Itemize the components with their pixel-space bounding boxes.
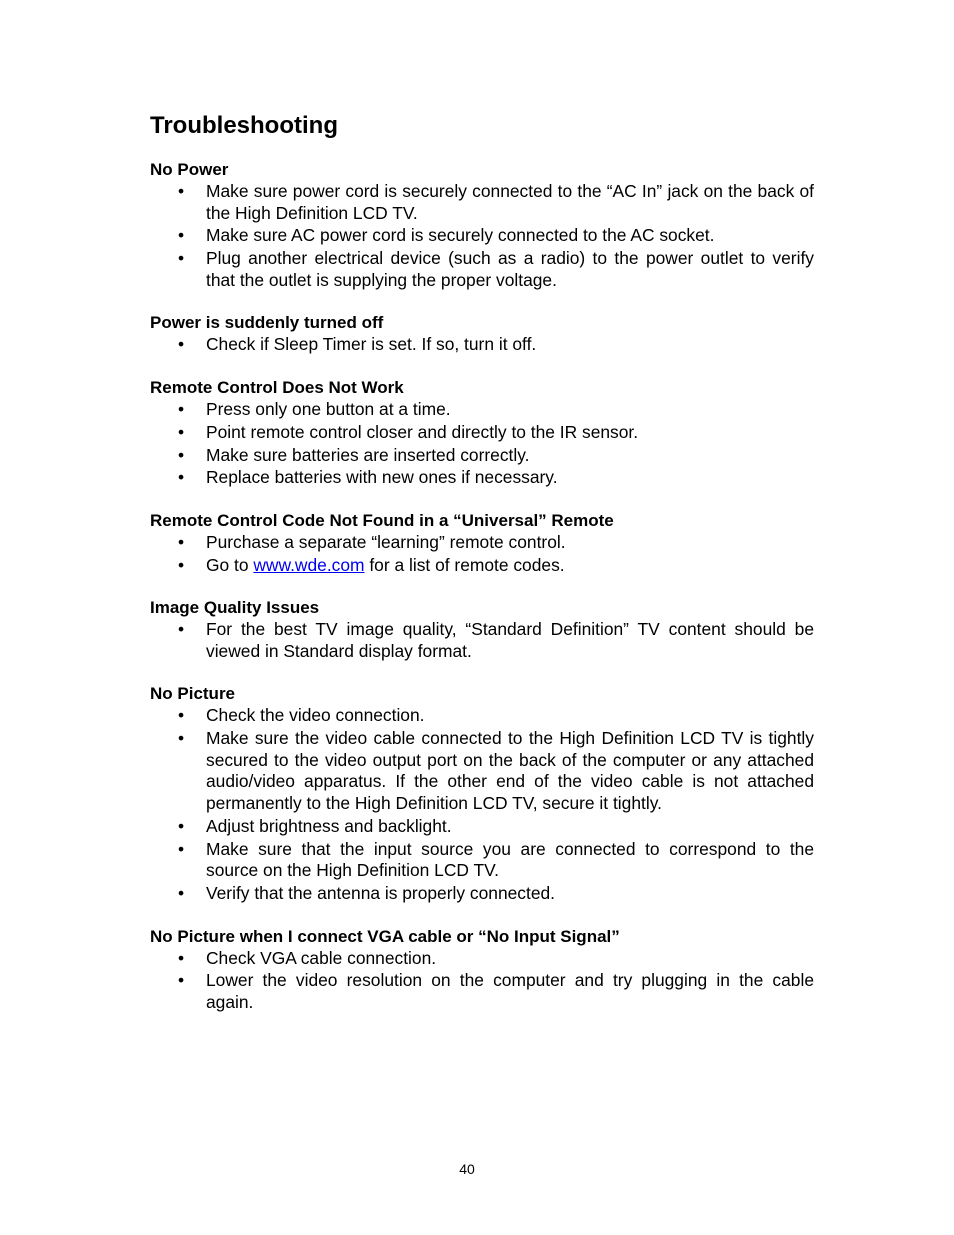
bullet-icon: • — [178, 554, 185, 575]
list-item — [150, 728, 814, 814]
list-item-text: Verify that the antenna is properly connected. — [206, 882, 556, 903]
wde-website-link[interactable]: www.wde.com — [253, 554, 365, 575]
list-item-text-before: Go to — [206, 554, 254, 575]
bullet-icon: • — [178, 947, 185, 968]
section-power-turned-off — [150, 311, 814, 356]
bullet-icon: • — [178, 421, 185, 442]
page-number: 40 — [459, 1161, 475, 1177]
list-item-text: Point remote control closer and directly to the IR sensor. — [206, 421, 639, 442]
list-item-text: Make sure power cord is securely connected to the “AC In” jack on the back of the High Definition LCD TV. — [206, 181, 814, 223]
bullet-icon: • — [178, 728, 185, 749]
list-item — [150, 399, 814, 421]
list-item — [150, 839, 814, 882]
list-item — [150, 619, 814, 662]
list-item — [150, 883, 814, 905]
bullet-icon: • — [178, 444, 185, 465]
list-item-text: Make sure AC power cord is securely connected to the AC socket. — [206, 225, 715, 246]
list-item — [150, 181, 814, 224]
list-item-text: For the best TV image quality, “Standard Definition” TV content should be viewed in Standard display format. — [206, 619, 814, 661]
bullet-icon: • — [178, 225, 185, 246]
bullet-icon: • — [178, 838, 185, 859]
bullet-list — [150, 619, 814, 662]
list-item — [150, 970, 814, 1013]
section-no-picture-vga — [150, 925, 814, 1014]
list-item-text: Replace batteries with new ones if necessary. — [206, 467, 558, 488]
list-item-text: Lower the video resolution on the computer and try plugging in the cable again. — [206, 970, 814, 1012]
list-item — [150, 334, 814, 356]
bullet-list — [150, 181, 814, 291]
list-item — [150, 467, 814, 489]
bullet-icon: • — [178, 334, 185, 355]
bullet-icon: • — [178, 882, 185, 903]
bullet-list — [150, 948, 814, 1014]
bullet-icon: • — [178, 815, 185, 836]
list-item-text: Check VGA cable connection. — [206, 947, 437, 968]
bullet-icon: • — [178, 181, 185, 201]
bullet-list — [150, 705, 814, 904]
list-item-text: Make sure batteries are inserted correctly. — [206, 444, 530, 465]
list-item — [150, 445, 814, 467]
section-heading: Image Quality Issues — [150, 598, 320, 618]
bullet-list — [150, 532, 814, 576]
section-heading: Power is suddenly turned off — [150, 313, 384, 333]
list-item-text: Adjust brightness and backlight. — [206, 815, 452, 836]
troubleshooting-content — [150, 158, 814, 1034]
section-heading: Remote Control Does Not Work — [150, 377, 404, 397]
list-item-text: Check if Sleep Timer is set. If so, turn it off. — [206, 334, 537, 355]
bullet-icon: • — [178, 467, 185, 488]
list-item — [150, 705, 814, 727]
list-item — [150, 948, 814, 970]
bullet-list — [150, 399, 814, 489]
bullet-icon: • — [178, 398, 185, 419]
list-item — [150, 555, 814, 577]
list-item-text: Make sure the video cable connected to the High Definition LCD TV is tightly secured to the video output port on the back of the computer or any attached audio/video apparatus. If the other end of the video cable is not attached permanently to the High Definition LCD TV, secure it tightly. — [206, 728, 814, 813]
list-item — [150, 225, 814, 247]
bullet-icon: • — [178, 705, 185, 726]
list-item-text: Press only one button at a time. — [206, 398, 451, 419]
section-heading: Remote Control Code Not Found in a “Universal” Remote — [150, 510, 614, 530]
bullet-icon: • — [178, 531, 185, 552]
section-remote-not-work — [150, 376, 814, 489]
list-item — [150, 532, 814, 554]
list-item-text: Purchase a separate “learning” remote control. — [206, 531, 566, 552]
list-item — [150, 422, 814, 444]
list-item-text: Plug another electrical device (such as a radio) to the power outlet to verify that the outlet is supplying the proper voltage. — [206, 248, 814, 290]
list-item-text-after: for a list of remote codes. — [364, 554, 565, 575]
bullet-icon: • — [178, 970, 185, 991]
section-image-quality — [150, 596, 814, 662]
section-no-power — [150, 158, 814, 291]
page-title: Troubleshooting — [150, 112, 338, 139]
section-heading: No Picture — [150, 684, 236, 704]
section-no-picture — [150, 682, 814, 904]
bullet-icon: • — [178, 619, 185, 640]
bullet-list — [150, 334, 814, 356]
section-heading: No Picture when I connect VGA cable or “No Input Signal” — [150, 926, 620, 946]
list-item-text: Make sure that the input source you are connected to correspond to the source on the High Definition LCD TV. — [206, 838, 814, 881]
section-heading: No Power — [150, 160, 229, 179]
list-item — [150, 248, 814, 291]
list-item-text: Check the video connection. — [206, 705, 425, 726]
list-item — [150, 816, 814, 838]
section-remote-code-not-found — [150, 509, 814, 576]
bullet-icon: • — [178, 248, 185, 269]
